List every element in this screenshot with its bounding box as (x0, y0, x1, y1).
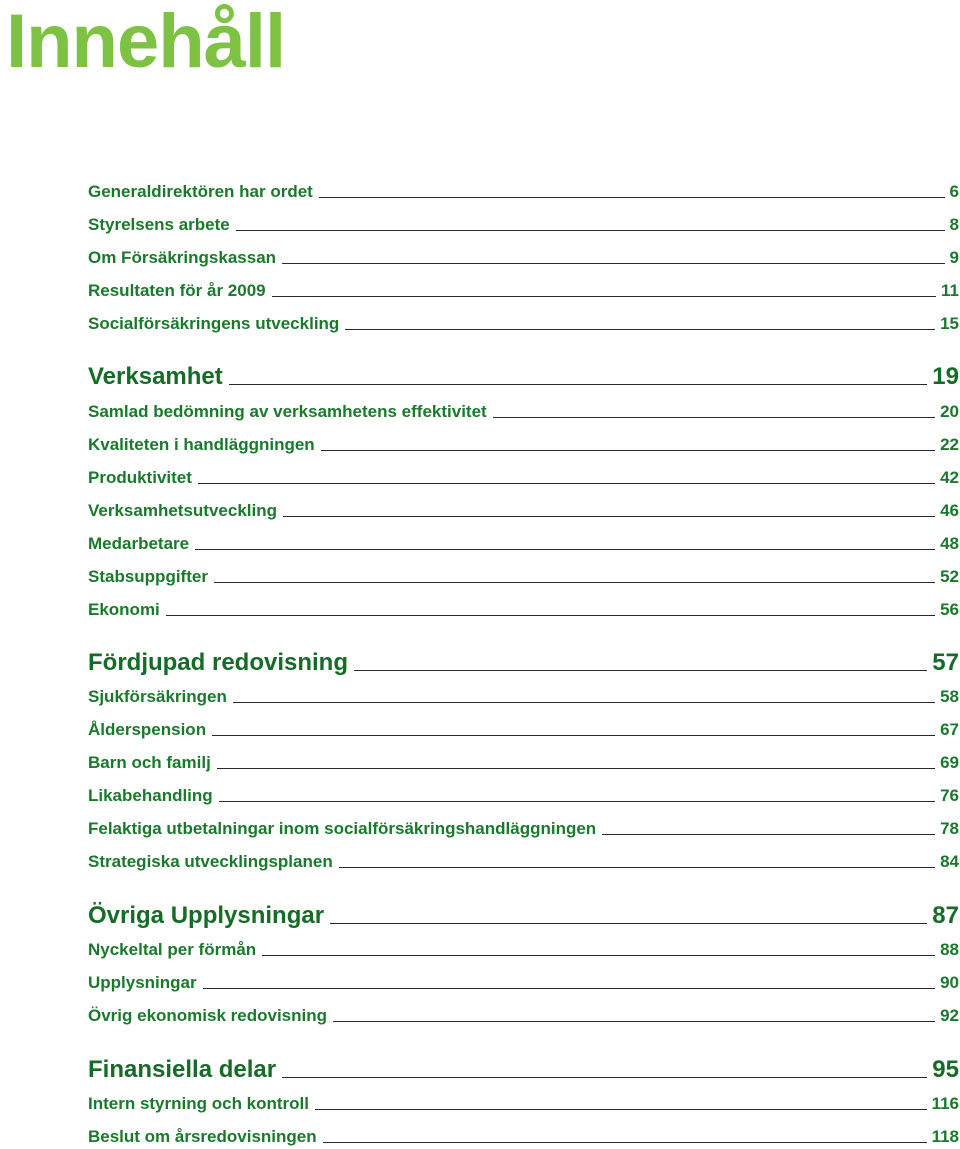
toc-entry[interactable] (88, 784, 959, 806)
toc-entry-page: 48 (940, 534, 959, 553)
toc-section-label: Övriga Upplysningar (88, 902, 325, 929)
dotted-leader (333, 1021, 935, 1022)
dotted-leader (212, 735, 935, 736)
dotted-leader (236, 230, 945, 231)
toc-entry-page: 42 (940, 468, 959, 487)
toc-entry-label: Om Försäkringskassan (88, 248, 277, 267)
toc-entry[interactable] (88, 938, 959, 960)
toc-entry[interactable] (88, 685, 959, 707)
toc-entry-page: 69 (940, 753, 959, 772)
dotted-leader (354, 670, 927, 671)
toc-section-page: 95 (932, 1056, 959, 1083)
dotted-leader (166, 615, 935, 616)
toc-section-page: 57 (932, 649, 959, 676)
toc-entry-label: Nyckeltal per förmån (88, 940, 257, 959)
dotted-leader (323, 1142, 927, 1143)
toc-entry-label: Intern styrning och kontroll (88, 1094, 310, 1113)
dotted-leader (198, 483, 935, 484)
toc-entry-page: 46 (940, 501, 959, 520)
toc-section-heading[interactable] (88, 361, 959, 391)
toc-entry[interactable] (88, 180, 959, 202)
toc-entry-label: Stabsuppgifter (88, 567, 208, 586)
toc-entry-label: Kvaliteten i handläggningen (88, 435, 315, 454)
toc-entry[interactable] (88, 1092, 959, 1114)
toc-entry[interactable] (88, 751, 959, 773)
toc-entry-page: 20 (940, 402, 959, 421)
toc-entry-label: Sjukförsäkringen (88, 687, 227, 706)
toc-entry-page: 15 (940, 314, 959, 333)
toc-entry-label: Generaldirektören har ordet (88, 182, 313, 201)
toc-entry-label: Ekonomi (88, 600, 160, 619)
toc-entry[interactable] (88, 718, 959, 740)
toc-entry-page: 11 (941, 281, 959, 300)
toc-section-label: Finansiella delar (88, 1056, 277, 1083)
toc-entry-page: 52 (940, 567, 959, 586)
toc-entry-page: 67 (940, 720, 959, 739)
toc-entry-label: Verksamhetsutveckling (88, 501, 277, 520)
toc-section-page: 19 (932, 363, 959, 390)
toc-entry[interactable] (88, 817, 959, 839)
toc-entry[interactable] (88, 1004, 959, 1026)
toc-entry-label: Övrig ekonomisk redovisning (88, 1006, 328, 1025)
toc-entry[interactable] (88, 213, 959, 235)
toc-entry-label: Beslut om årsredovisningen (88, 1127, 317, 1146)
toc-section-label: Fördjupad redovisning (88, 649, 349, 676)
toc-entry[interactable] (88, 499, 959, 521)
toc-entry-label: Strategiska utvecklingsplanen (88, 852, 333, 871)
dotted-leader (315, 1109, 927, 1110)
toc-entry[interactable] (88, 532, 959, 554)
dotted-leader (214, 582, 935, 583)
dotted-leader (493, 417, 935, 418)
dotted-leader (339, 867, 935, 868)
toc-entry-page: 90 (940, 973, 959, 992)
toc-entry-label: Resultaten för år 2009 (88, 281, 266, 300)
toc-entry-page: 84 (940, 852, 959, 871)
toc-section-heading[interactable] (88, 900, 959, 930)
page-title: Innehåll (6, 0, 286, 84)
dotted-leader (282, 263, 945, 264)
toc-entry-label: Ålderspension (88, 720, 207, 739)
toc-entry-page: 22 (940, 435, 959, 454)
toc-entry[interactable] (88, 433, 959, 455)
dotted-leader (602, 834, 935, 835)
dotted-leader (262, 955, 935, 956)
toc-entry-label: Barn och familj (88, 753, 211, 772)
toc-entry[interactable] (88, 850, 959, 872)
toc-entry-page: 9 (949, 248, 959, 267)
dotted-leader (330, 923, 927, 924)
toc-entry-label: Samlad bedömning av verksamhetens effektivitet (88, 402, 487, 421)
toc-entry-label: Felaktiga utbetalningar inom socialförsäkringshandläggningen (88, 819, 597, 838)
toc-section-label: Verksamhet (88, 363, 223, 390)
toc-entry-page: 78 (940, 819, 959, 838)
toc-section-page: 87 (932, 902, 959, 929)
dotted-leader (229, 384, 928, 385)
dotted-leader (233, 702, 935, 703)
toc-entry-label: Styrelsens arbete (88, 215, 230, 234)
dotted-leader (319, 197, 945, 198)
dotted-leader (217, 768, 935, 769)
toc-entry-page: 56 (940, 600, 959, 619)
dotted-leader (219, 801, 935, 802)
toc-section-heading[interactable] (88, 1054, 959, 1084)
toc-entry[interactable] (88, 1125, 959, 1147)
dotted-leader (203, 988, 935, 989)
toc-entry-page: 76 (940, 786, 959, 805)
toc-entry-page: 92 (940, 1006, 959, 1025)
toc-entry-label: Likabehandling (88, 786, 213, 805)
toc-entry-label: Socialförsäkringens utveckling (88, 314, 340, 333)
toc-entry[interactable] (88, 466, 959, 488)
toc-section-heading[interactable] (88, 647, 959, 677)
toc-entry-page: 88 (940, 940, 959, 959)
toc-entry-page: 8 (949, 215, 959, 234)
toc-entry[interactable] (88, 400, 959, 422)
toc-entry[interactable] (88, 971, 959, 993)
toc-entry-page: 58 (940, 687, 959, 706)
dotted-leader (195, 549, 935, 550)
toc-entry[interactable] (88, 565, 959, 587)
dotted-leader (345, 329, 935, 330)
dotted-leader (272, 296, 936, 297)
toc-entry[interactable] (88, 312, 959, 334)
toc-entry-label: Produktivitet (88, 468, 192, 487)
toc-entry-page: 116 (931, 1094, 959, 1113)
dotted-leader (283, 516, 935, 517)
toc-entry-label: Upplysningar (88, 973, 197, 992)
toc-entry[interactable] (88, 246, 959, 268)
dotted-leader (321, 450, 935, 451)
toc-entry-label: Medarbetare (88, 534, 190, 553)
toc-entry[interactable] (88, 598, 959, 620)
dotted-leader (282, 1077, 927, 1078)
toc-entry-page: 6 (949, 182, 959, 201)
toc-entry[interactable] (88, 279, 959, 301)
toc-entry-page: 118 (931, 1127, 959, 1146)
